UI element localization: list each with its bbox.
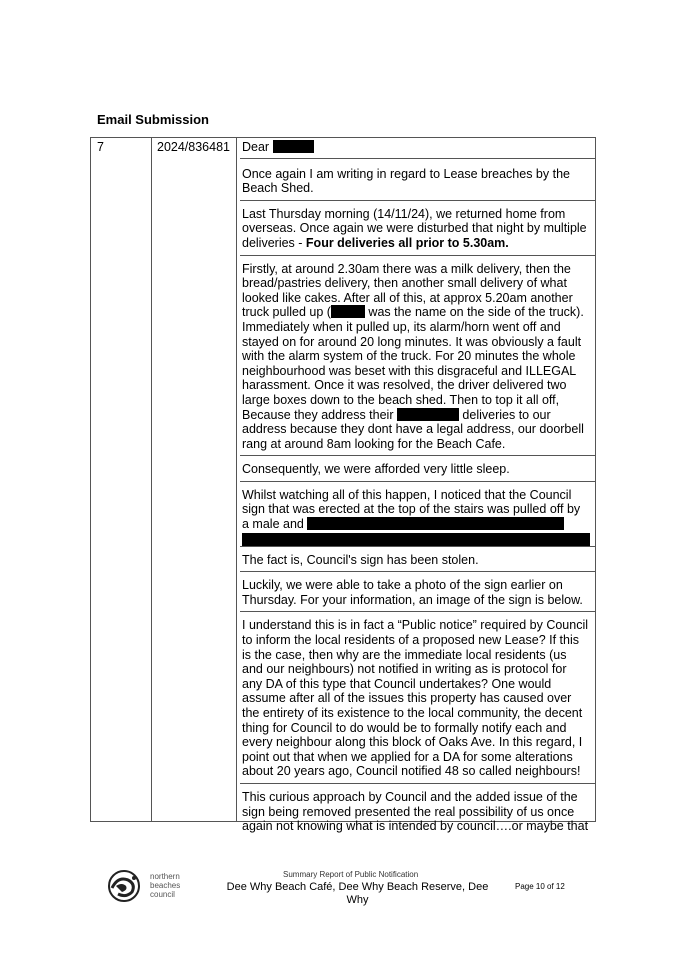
section-heading: Email Submission bbox=[97, 112, 209, 127]
paragraph-text: Firstly, at around 2.30am there was a milk delivery, then the bread/pastries delivery, then another small delivery of what looked like cakes. After all of this, at approx 5.20am another truck pulled up ( bbox=[242, 261, 573, 320]
greeting-text: Dear bbox=[242, 140, 270, 154]
logo-word: beaches bbox=[150, 881, 181, 890]
paragraph: Consequently, we were afforded very little sleep. bbox=[240, 456, 596, 482]
paragraph bbox=[240, 482, 596, 547]
paragraph: This curious approach by Council and the added issue of the sign being removed presented the real possibility of us once again not knowing what is intended by council….or maybe that bbox=[242, 789, 589, 834]
submission-table bbox=[90, 137, 596, 834]
greeting-paragraph bbox=[240, 140, 596, 159]
logo-word: northern bbox=[150, 872, 180, 881]
paragraph-text: Last Thursday morning (14/11/24), we returned home from overseas. Once again we were disturbed that night by multiple deliveries - bbox=[242, 206, 587, 250]
submission-number: 7 bbox=[97, 140, 104, 154]
paragraph-text: Whilst watching all of this happen, I noticed that the Council sign that was erected at the top of the stairs was pulled off by a male and bbox=[242, 487, 581, 532]
page-number: Page 10 of 12 bbox=[515, 882, 565, 891]
council-logo-icon bbox=[104, 868, 148, 904]
paragraph: I understand this is in fact a “Public notice” required by Council to inform the local residents of a proposed new Lease? If this is the case, then why are the immediate local residents (us and our neighbours) not notified in writing as is protocol for any DA of this type that Council undertakes? One would assume after all of the issues this property has caused over the entirety of its existence to the local community, the decent thing for Council to do would be to formally notify each and every neighbour along this block of Oaks Ave. In this regard, I point out that when we applied for a DA for some alterations about 20 years ago, Council notified 48 so called neighbours! bbox=[240, 612, 596, 784]
paragraph bbox=[240, 201, 596, 256]
submission-body bbox=[242, 140, 590, 838]
column-divider bbox=[236, 138, 237, 821]
redaction-block bbox=[331, 305, 365, 318]
paragraph-text: deliveries to our address because they dont have a legal address, our doorbell rang at around 8am looking for the Beach Cafe. bbox=[242, 407, 584, 451]
paragraph: Luckily, we were able to take a photo of the sign earlier on Thursday. For your information, an image of the sign is below. bbox=[240, 572, 596, 612]
submission-reference: 2024/836481 bbox=[157, 140, 230, 154]
redaction-block bbox=[397, 408, 459, 421]
redaction-block bbox=[307, 517, 564, 530]
paragraph: Once again I am writing in regard to Lease breaches by the Beach Shed. bbox=[240, 159, 596, 201]
council-logo-text bbox=[150, 872, 180, 899]
redaction-block bbox=[242, 533, 590, 546]
report-title: Dee Why Beach Café, Dee Why Beach Reserve, Dee Why bbox=[226, 881, 489, 906]
column-divider bbox=[151, 138, 152, 821]
paragraph: The fact is, Council's sign has been stolen. bbox=[240, 547, 596, 573]
report-label: Summary Report of Public Notification bbox=[283, 870, 419, 879]
redaction-block bbox=[273, 140, 314, 153]
logo-word: council bbox=[150, 890, 175, 899]
paragraph bbox=[240, 256, 596, 457]
paragraph-text: was the name on the side of the truck). Immediately when it pulled up, its alarm/horn went off and stayed on for around 20 long minutes. It was obviously a fault with the alarm system of the truck. For 20 minutes the whole neighbourhood was beset with this disgraceful and ILLEGAL harassment. Once it was resolved, the driver delivered two large boxes down to the beach shed. Then to top it all off, Because they address their bbox=[242, 305, 584, 422]
emphasis-text: Four deliveries all prior to 5.30am. bbox=[305, 235, 509, 250]
